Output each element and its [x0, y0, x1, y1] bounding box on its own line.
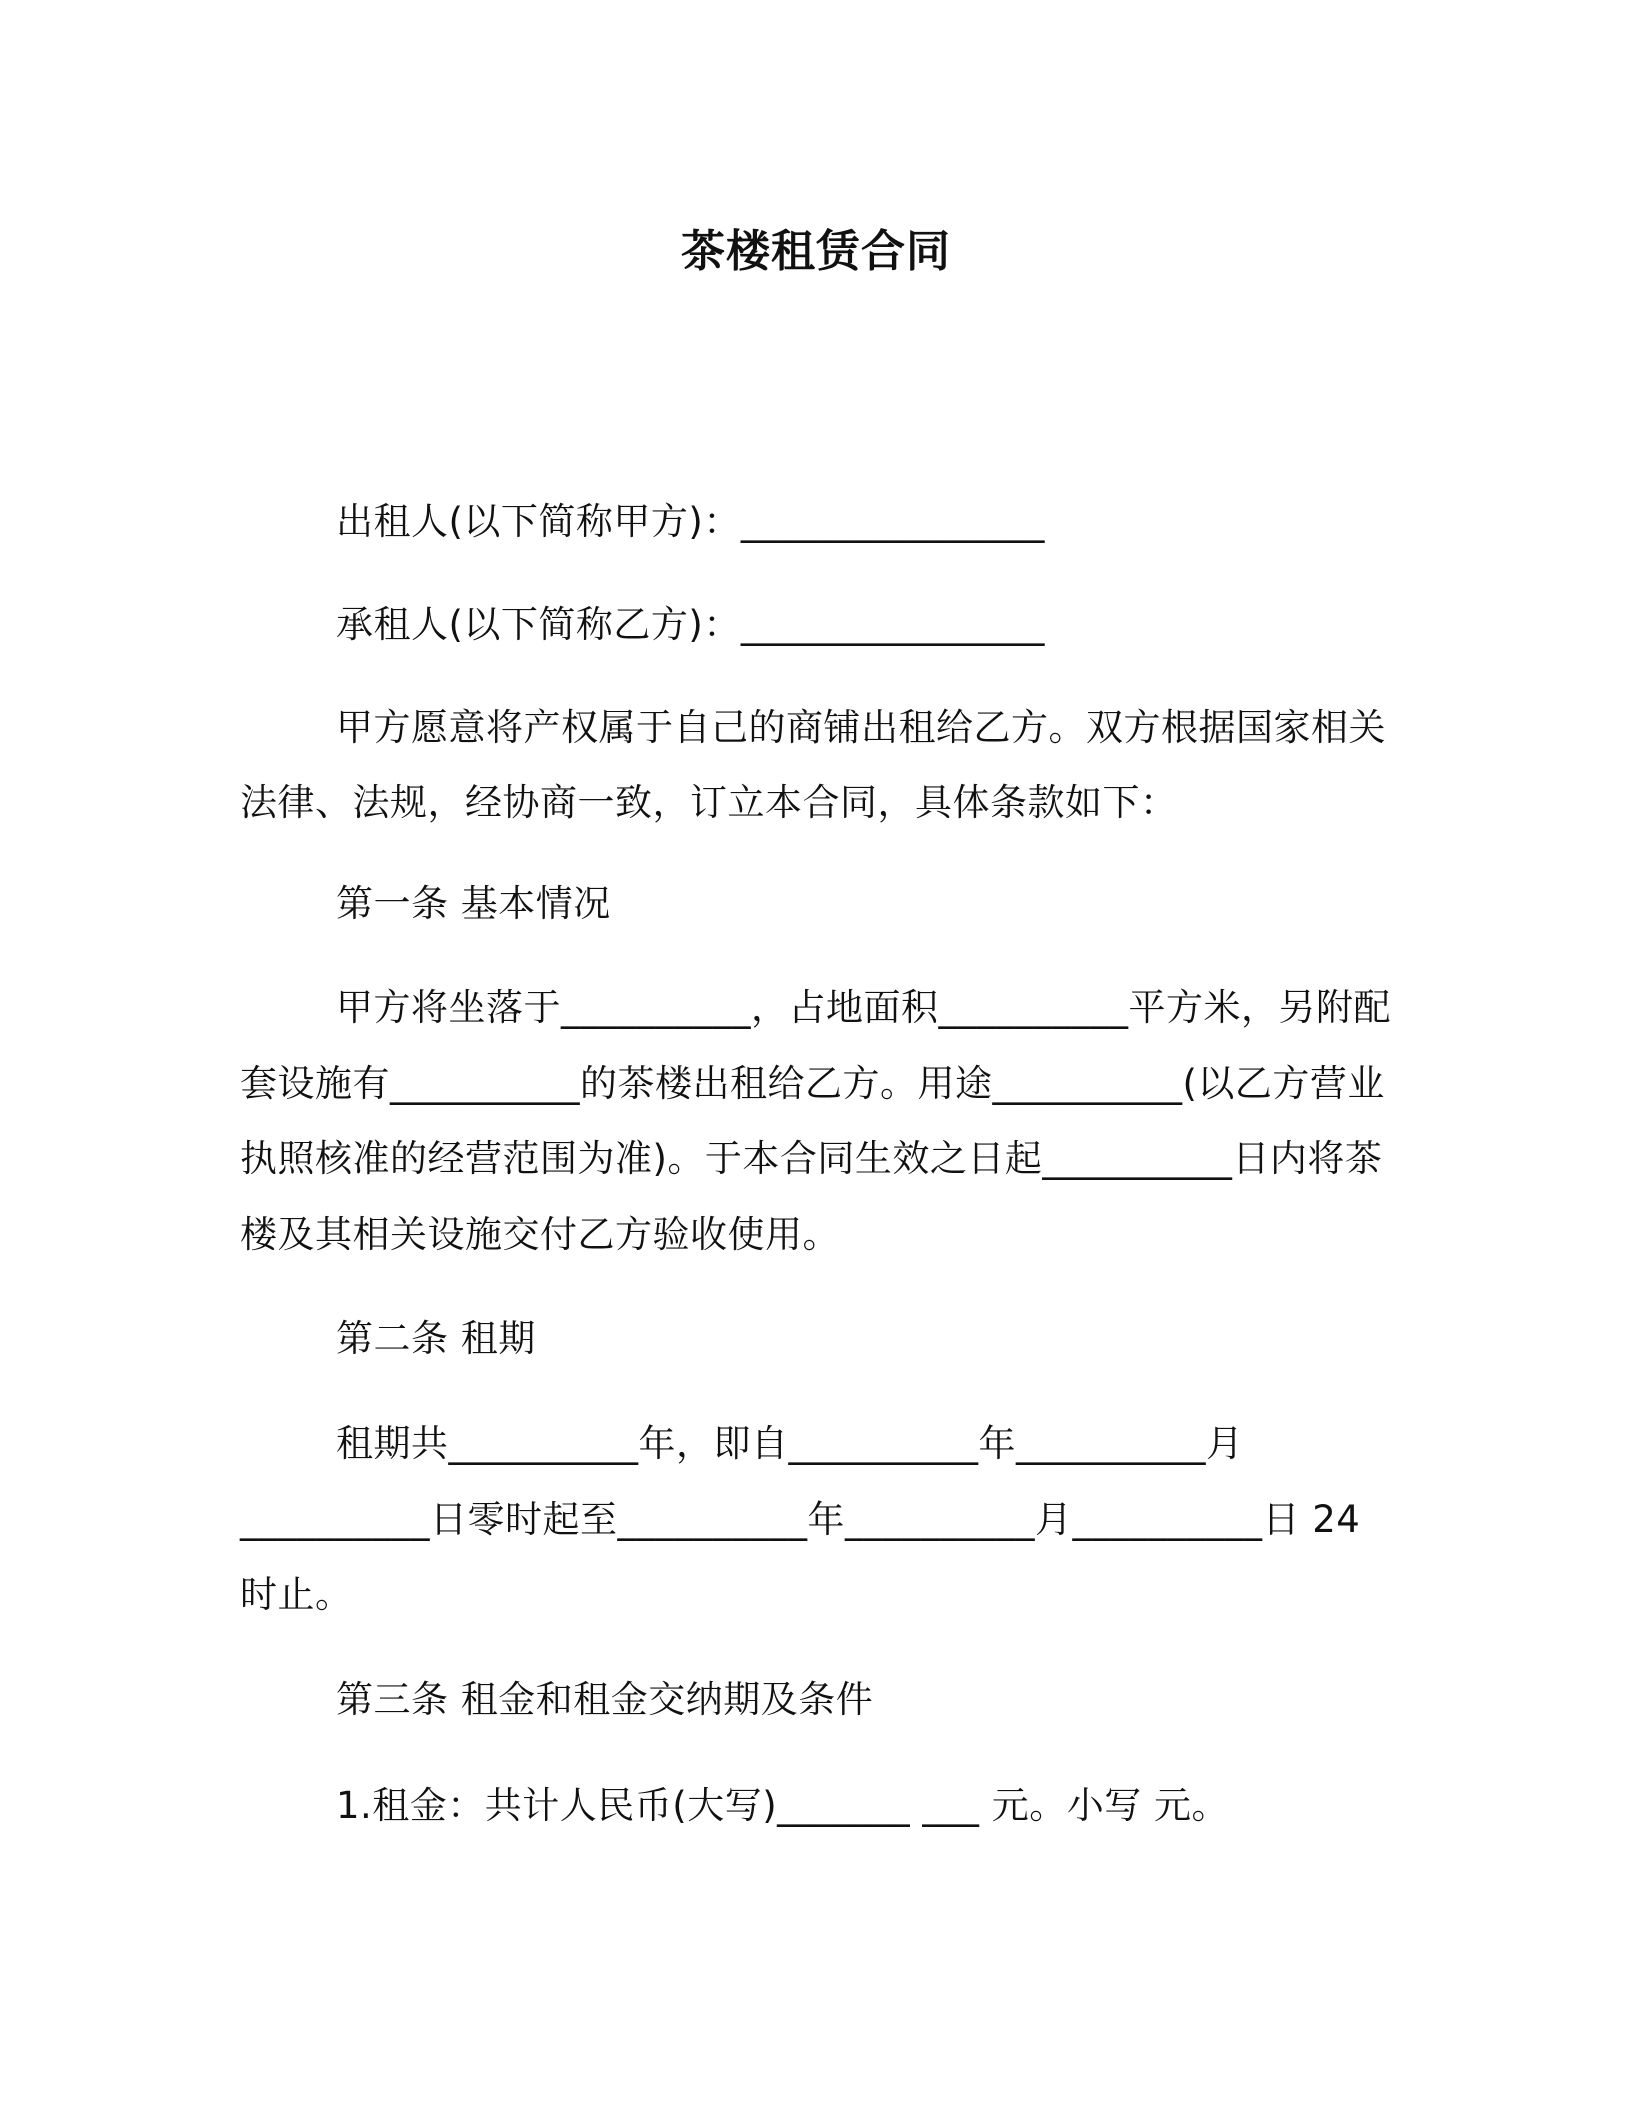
article2-line-1: 租期共__________年，即自__________年__________月: [336, 1422, 1244, 1465]
article2-line-2: __________日零时起至__________年__________月__________日 24: [240, 1498, 1361, 1541]
article1-line-1: 甲方将坐落于__________，占地面积__________平方米，另附配: [336, 986, 1391, 1029]
article1-heading: 第一条 基本情况: [336, 882, 611, 925]
article1-line-3: 执照核准的经营范围为准)。于本合同生效之日起__________日内将茶: [240, 1137, 1383, 1180]
article1-line-2: 套设施有__________的茶楼出租给乙方。用途__________(以乙方营业: [240, 1062, 1385, 1105]
lessor-line: 出租人(以下简称甲方)：________________: [336, 500, 1045, 543]
article2-line-3: 时止。: [240, 1573, 353, 1616]
intro-line-2: 法律、法规，经协商一致，订立本合同，具体条款如下：: [240, 781, 1178, 824]
document-title: 茶楼租赁合同: [681, 226, 951, 277]
article3-line-1: 1.租金：共计人民币(大写)_______ ___ 元。小写 元。: [336, 1784, 1229, 1827]
article1-line-4: 楼及其相关设施交付乙方验收使用。: [240, 1213, 840, 1256]
article2-heading: 第二条 租期: [336, 1317, 536, 1360]
lessee-line: 承租人(以下简称乙方)：________________: [336, 603, 1045, 646]
article3-heading: 第三条 租金和租金交纳期及条件: [336, 1678, 874, 1721]
intro-line-1: 甲方愿意将产权属于自己的商铺出租给乙方。双方根据国家相关: [336, 706, 1386, 749]
